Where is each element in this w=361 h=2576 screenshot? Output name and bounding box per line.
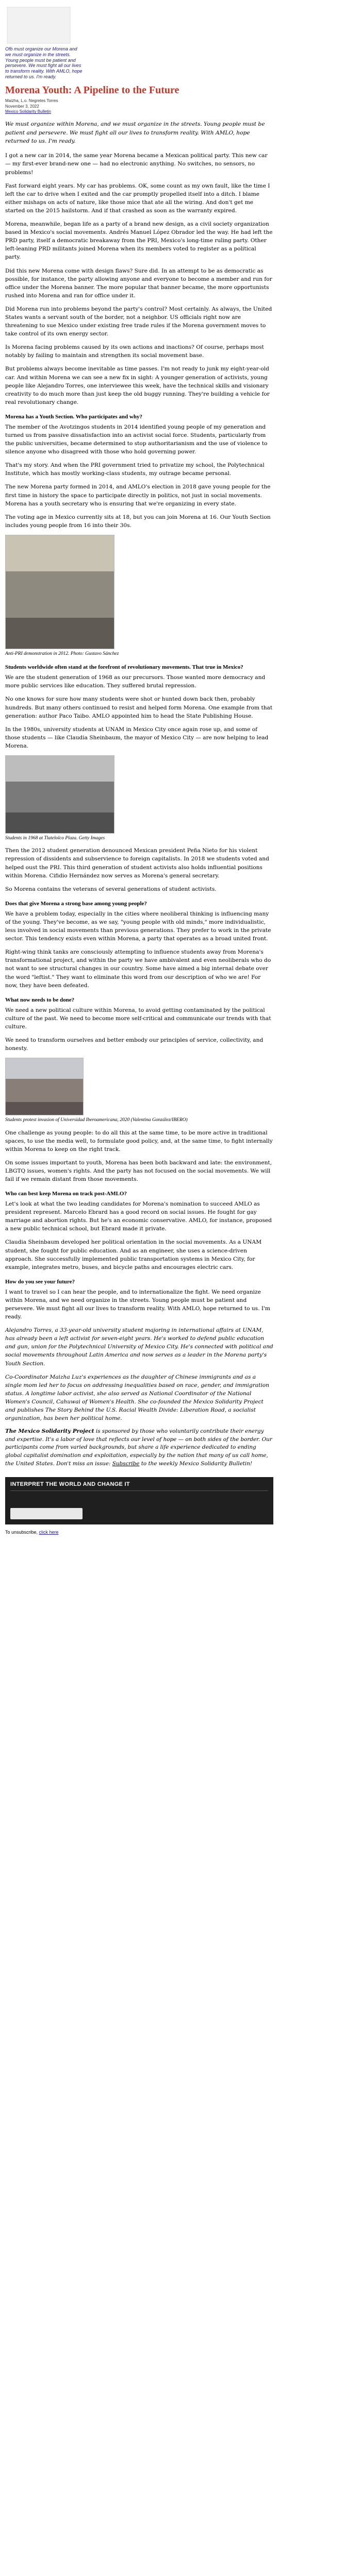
author-bio: Alejandro Torres, a 33-year-old university student majoring in international affairs at UNAM, has already been a left activist for seven-eight years. He's worked to defend public education and gun, union for the Polytechnical University of Mexico City. He's connected with political and social movements throughout Latin America and now serves as a leader in the Morena party's Youth Section.	[5, 1327, 273, 1367]
article-container	[0, 0, 273, 1535]
unsubscribe-line	[5, 1530, 273, 1535]
footer-divider	[10, 1490, 268, 1491]
coordinator-bio: Co-Coordinator Maizha Luz's experiences as the daughter of Chinese immigrants and as a single mom led her to focus on addressing inequalities based on race, gender, and immigration status. A longtime labor activist, she also served as National Coordinator of the National Women's Council, Cahuwai of Women's Health. She co-founded the Mexico Solidarity Project and publishes The Story Behind the U.S. Racial Wealth Divide: Liberation Road, a socialist organization, has been her political home.	[5, 1374, 269, 1422]
section-heading: Does that give Morena a strong base among young people?	[5, 900, 147, 907]
paragraph: Is Morena facing problems caused by its own actions and inactions? Of course, perhaps most notably by failing to maintain and strengthen its social movement base.	[5, 344, 264, 359]
paragraph: Did this new Morena come with design flaws? Sure did. In an attempt to be as democratic as possible, for instance, the party allowing anyone and everyone to become a member and run for office under the Morena banner. The more popular that banner became, the more opportunists rushed into Morena and ran for office under it.	[5, 267, 272, 299]
paragraph: Then the 2012 student generation denounced Mexican president Peña Nieto for his violent repression of dissidents and subservience to foreign capitalists. In 2018 we students voted and helped oust the PRI. This third generation of student activists also holds influential positions within Morena. Cifidio Hernández now serves as Morena's general secretary.	[5, 848, 269, 879]
paragraph: We are the student generation of 1968 as our precursors. Those wanted more democracy and more public services like education. They suffered brutal repression.	[5, 674, 266, 689]
section-heading: Who can best keep Morena on track post-AMLO?	[5, 1191, 127, 1197]
paragraph: One challenge as young people: to do all this at the same time, to be more active in traditional spaces, to use the media well, to formulate good policy, and, at the same time, to fight internally within Morena to keep on the right track.	[5, 1129, 273, 1153]
figure-ibero	[5, 1058, 273, 1123]
section-heading: What now needs to be done?	[5, 996, 75, 1003]
footer-banner	[5, 1477, 273, 1524]
paragraph: Fast forward eight years. My car has problems. OK, some count as my own fault, like the time I left the car to drive when I exited and the car promptly propelled itself into a ditch. I blame either mishaps on acts of nature, like those mice that ate all the wiring. And don't get me started on the 2015 hailstorm. And if that crashed as soon as the warranty expired.	[5, 182, 270, 214]
section-heading: Students worldwide often stand at the forefront of revolutionary movements. That true in Mexico?	[5, 664, 243, 671]
paragraph: So Morena contains the veterans of several generations of student activists.	[5, 886, 217, 892]
hero-image	[5, 5, 72, 45]
paragraph: Let's look at what the two leading candidates for Morena's nomination to succeed AMLO as president represent. Marcelo Ebrard has a good record on social issues. He fought for gay marriage and abortion rights. But he's an economic conservative. AMLO, for instance, proposed a new public technical school, but Ebrard made it private.	[5, 1201, 272, 1232]
figure-protest	[5, 535, 273, 657]
project-name: The Mexico Solidarity Project	[5, 1428, 94, 1435]
project-endnote	[5, 1428, 273, 1468]
paragraph: The new Morena party formed in 2014, and AMLO's election in 2018 gave young people for the first time in history the space to participate directly in politics, not just in social movements. Morena has a youth secretary who is ensuring that we're organizing in every state.	[5, 484, 271, 507]
paragraph: On some issues important to youth, Morena has been both backward and late: the environment, LBGTQ issues, women's rights. And the party has not focused on the social movements. We will fail if we remain distant from those movements.	[5, 1159, 272, 1182]
students-1968-photo	[5, 755, 114, 834]
date: November 3, 2022	[5, 104, 39, 109]
ibero-protest-photo	[5, 1058, 84, 1115]
paragraph: We have a problem today, especially in the cities where neoliberal thinking is influencing many of the young. They've become, as we say, "young people with old minds," more individualistic, less involved in social movements than previous generations. They prefer to work in the private sector. This tendency exists even within Morena, a party that operates as a broad united front.	[5, 910, 271, 942]
publication-link[interactable]: Mexico Solidarity Bulletin	[5, 109, 51, 114]
figure-caption: Students protest invasion of Universidad Iberoamericana, 2020 (Valentina González/IBERO)	[5, 1117, 188, 1123]
paragraph: I want to travel so I can hear the people, and to internationalize the fight. We need organize within Morena, and we need organize in the streets. Young people must be patient and persevere. We must fight all our lives to transform reality. With AMLO, hope returned to us. I'm ready.	[5, 1289, 270, 1320]
paragraph: Right-wing think tanks are consciously attempting to influence students away from Morena's transformational project, and within the party we have ambivalent and even neoliberals who do not want to see structural changes in our country. Some have aimed a big internal debate over the word "leftist." They want to eliminate this word from our description of who we are! For now, they have been defeated.	[5, 949, 271, 989]
article-title: Morena Youth: A Pipeline to the Future	[5, 84, 179, 96]
footer-logos	[10, 1508, 83, 1519]
unsubscribe-text: To unsubscribe,	[5, 1530, 39, 1535]
figure-1968	[5, 755, 273, 841]
protest-photo	[5, 535, 114, 649]
hero-caption: Ofb must organize our Morena and we must organize in the streets. Young people must be patient and persevere. We must fight all our lives to transform reality. With AMLO, hope returned to us. I'm ready.	[5, 46, 83, 79]
paragraph: The member of the Avotzingos students in 2014 identified young people of my generation and turned us from passive dissatisfaction into an activist social force. Students, particularly from the public universities, became determined to stop authoritarianism and the use of violence to silence anyone who disagreed with those who hold governing power.	[5, 423, 268, 455]
paragraph: In the 1980s, university students at UNAM in Mexico City once again rose up, and some of those students — like Claudia Sheinbaum, the mayor of Mexico City — are now helping to lead Morena.	[5, 726, 269, 749]
figure-caption: Anti-PRI demonstration in 2012. Photo: Gustavo Sánchez	[5, 651, 119, 656]
section-heading: Morena has a Youth Section. Who participates and why?	[5, 413, 142, 420]
paragraph: The voting age in Mexico currently sits at 18, but you can join Morena at 16. Our Youth Section includes young people from 16 into their 30s.	[5, 514, 271, 529]
paragraph: I got a new car in 2014, the same year Morena became a Mexican political party. This new car — my first-ever brand-new one — had no electronic anything. No switches, no sensors, no problems!	[5, 152, 268, 176]
unsubscribe-link[interactable]: click here	[39, 1530, 59, 1535]
paragraph: No one knows for sure how many students were shot or hunted down back then, probably hundreds. But many others continued to resist and helped form Morena. One example from that generation: author Paco Taibo. AMLO appointed him to head the State Publishing House.	[5, 696, 273, 719]
author: Maizha, L.o. Negretes Torres	[5, 98, 58, 103]
subscribe-link[interactable]: Subscribe	[112, 1460, 140, 1467]
endnote-tail: to the weekly Mexico Solidarity Bulletin!	[139, 1460, 253, 1467]
paragraph: But problems always become inevitable as time passes. I'm not ready to junk my eight-year-old car. And within Morena we can see a new fix in sight: A younger generation of activists, young people like Alejandro Torres, one interviewee this week, have the technical skills and visionary creativity to do much more than just keep the old buggy running. They're building a vehicle for real revolutionary change.	[5, 366, 270, 405]
paragraph: We need to transform ourselves and better embody our principles of service, collectivity, and honesty.	[5, 1037, 264, 1052]
paragraph: That's my story. And when the PRI government tried to privatize my school, the Polytechnical Institute, which has mostly working-class students, my outrage became personal.	[5, 462, 265, 477]
byline	[5, 98, 273, 115]
paragraph: Did Morena run into problems beyond the party's control? Most certainly. As always, the United States wants a servant south of the border, not a neighbor. US officials right now are threatening to sue Mexico under existing free trade rules if the Morena government moves to take control of its own energy sector.	[5, 306, 272, 337]
endnote-body: is sponsored by those who voluntarily contribute their energy and expertise. It's a labor of love that reflects our level of hope — on both sides of the border. Our participants come from varied backgrounds, but share a life experience dedicated to ending global capitalist domination and exploitation, especially by the nation that many of us call home, the United States. Don't miss an issue:	[5, 1428, 272, 1467]
section-heading: How do you see your future?	[5, 1278, 75, 1285]
lead-quote: We must organize within Morena, and we must organize in the streets. Young people must be patient and persevere. We must fight all our lives to transform reality. With AMLO, hope returned to us. I'm ready.	[5, 121, 265, 144]
figure-caption: Students in 1968 at Tlatelolco Plaza. Getty Images	[5, 836, 105, 841]
paragraph: We need a new political culture within Morena, to avoid getting contaminated by the political culture of the past. We need to become more self-critical and communicate our trends with that culture.	[5, 1007, 271, 1030]
paragraph: Morena, meanwhile, began life as a party of a brand new design, as a civil society organization based in Mexico's social movements. Andrés Manuel López Obrador led the way. He had left the PRD party, itself a democratic breakaway from the PRI, Mexico's long-time ruling party. Other left-leaning PRD militants joined Morena when its members voted to register as a political party.	[5, 221, 273, 261]
paragraph: Claudia Sheinbaum developed her political orientation in the social movements. As a UNAM student, she fought for public education. And as an engineer, she uses a science-driven approach. She successfully implemented public transportation systems in Mexico City, for example, integrates metro, buses, and bicycle paths and encourages electric cars.	[5, 1239, 262, 1270]
footer-title: INTERPRET THE WORLD AND CHANGE IT	[10, 1481, 130, 1488]
